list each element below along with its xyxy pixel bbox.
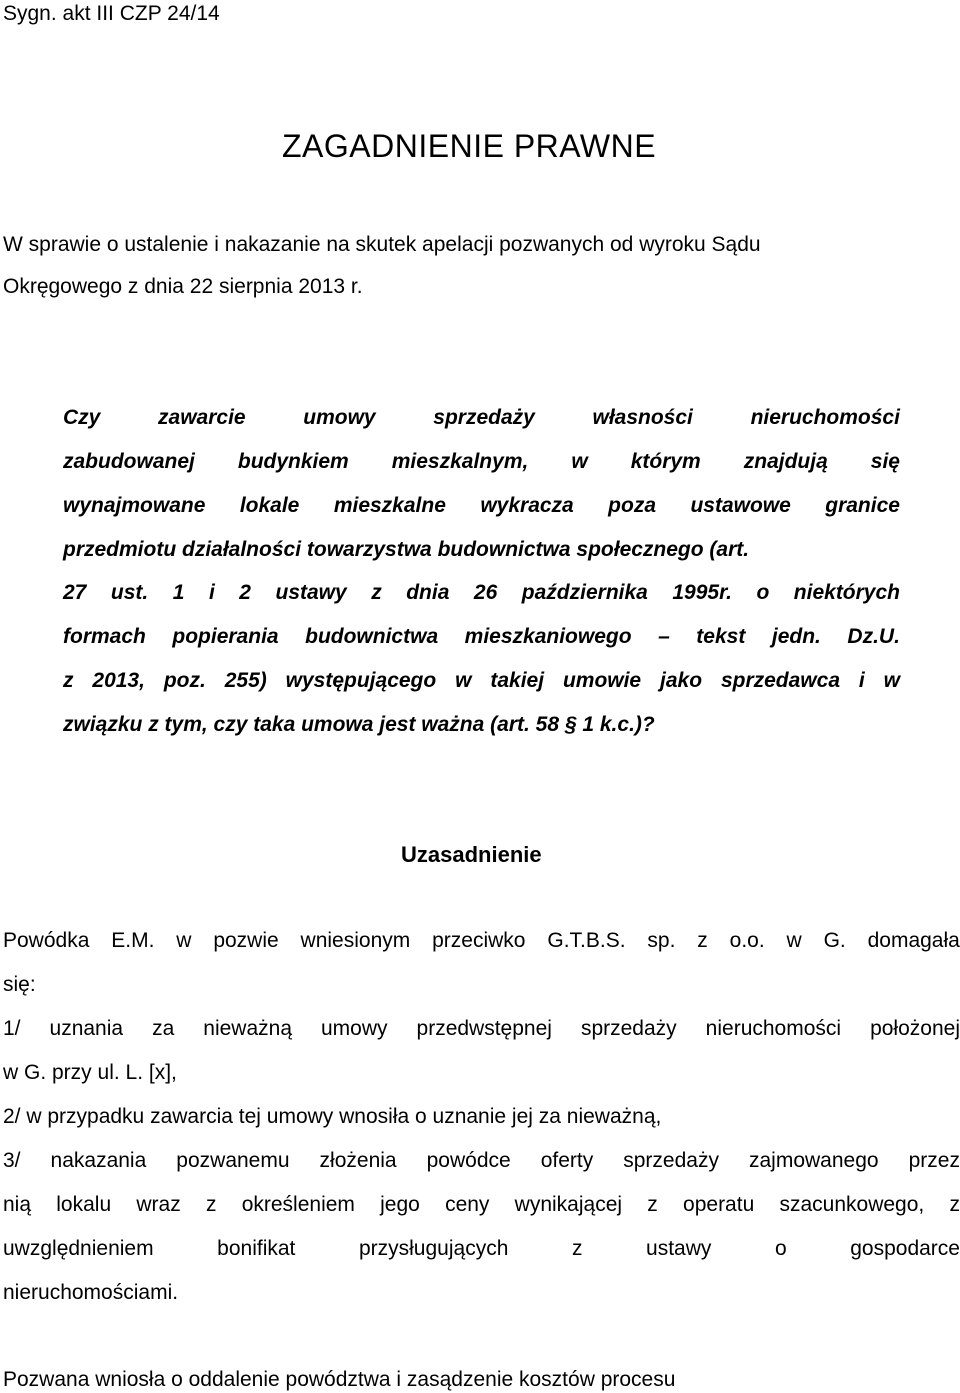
body-word: przysługujących <box>358 1237 509 1260</box>
question-word: sprzedawca <box>720 669 840 692</box>
body-word: domagała <box>867 929 960 952</box>
question-line <box>63 493 900 519</box>
body-word: położonej <box>870 1017 960 1040</box>
question-word: o <box>756 581 770 604</box>
question-line <box>63 405 900 431</box>
question-word: i <box>858 669 865 692</box>
body-word: z <box>571 1237 583 1260</box>
question-word: mieszkalnym, <box>391 450 529 473</box>
body-word: sp. <box>647 929 676 952</box>
case-reference: Sygn. akt III CZP 24/14 <box>3 2 220 25</box>
body-word: ustawy <box>646 1237 712 1260</box>
body-word: z <box>949 1193 960 1216</box>
question-line: przedmiotu działalności towarzystwa budownictwa społecznego (art. <box>63 538 750 561</box>
body-word: G.T.B.S. <box>547 929 626 952</box>
question-word: jedn. <box>771 625 821 648</box>
question-word: popierania <box>172 625 279 648</box>
body-word: 1/ <box>3 1017 21 1040</box>
body-word: ceny <box>445 1193 490 1216</box>
body-word: sprzedaży <box>580 1017 677 1040</box>
question-word: wynajmowane <box>63 494 206 517</box>
document-title: ZAGADNIENIE PRAWNE <box>282 128 657 164</box>
question-word: z <box>371 581 382 604</box>
question-word: w <box>883 669 900 692</box>
question-word: jako <box>660 669 703 692</box>
question-word: budynkiem <box>237 450 349 473</box>
question-word: zawarcie <box>158 406 246 429</box>
body-word: 3/ <box>3 1149 21 1172</box>
body-word: o <box>774 1237 787 1260</box>
body-word: o.o. <box>729 929 765 952</box>
question-word: 255) <box>224 669 267 692</box>
body-word: sprzedaży <box>623 1149 719 1172</box>
body-line: się: <box>3 973 36 996</box>
question-line <box>63 668 900 694</box>
question-word: nieruchomości <box>750 406 900 429</box>
question-word: ust. <box>110 581 149 604</box>
body-word: zajmowanego <box>748 1149 879 1172</box>
question-word: października <box>521 581 648 604</box>
body-word: za <box>152 1017 175 1040</box>
question-word: się <box>870 450 900 473</box>
body-word: z <box>205 1193 217 1216</box>
question-word: 2013, <box>92 669 145 692</box>
body-word: operatu <box>683 1193 755 1216</box>
question-word: 2 <box>239 581 251 604</box>
body-word: w <box>176 929 192 952</box>
body-line <box>3 1192 960 1218</box>
question-word: Dz.U. <box>847 625 900 648</box>
question-word: granice <box>825 494 900 517</box>
body-word: nią <box>3 1193 32 1216</box>
question-word: tekst <box>696 625 746 648</box>
question-word: ustawowe <box>690 494 791 517</box>
question-word: 27 <box>63 581 87 604</box>
body-word: G. <box>823 929 846 952</box>
question-word: sprzedaży <box>433 406 535 429</box>
question-word: poz. <box>163 669 206 692</box>
question-word: 1 <box>172 581 185 604</box>
justification-heading: Uzasadnienie <box>401 842 542 867</box>
body-word: Powódka <box>3 929 90 952</box>
question-word: niektórych <box>793 581 900 604</box>
body-word: określeniem <box>241 1193 355 1216</box>
body-word: uznania <box>49 1017 124 1040</box>
question-word: budownictwa <box>305 625 439 648</box>
body-word: lokalu <box>56 1193 112 1216</box>
body-word: złożenia <box>319 1149 397 1172</box>
body-word: pozwanemu <box>176 1149 290 1172</box>
question-word: dnia <box>406 581 450 604</box>
question-word: w <box>571 450 588 473</box>
question-word: umowie <box>562 669 642 692</box>
question-word: formach <box>63 625 146 648</box>
body-line <box>3 1148 960 1174</box>
body-word: przeciwko <box>432 929 526 952</box>
body-line: Pozwana wniosła o oddalenie powództwa i zasądzenie kosztów procesu <box>3 1368 676 1391</box>
question-word: w <box>455 669 472 692</box>
question-line <box>63 624 900 650</box>
body-word: pozwie <box>213 929 279 952</box>
intro-line: W sprawie o ustalenie i nakazanie na skutek apelacji pozwanych od wyroku Sądu <box>3 233 761 256</box>
body-word: nieruchomości <box>705 1017 842 1040</box>
body-word: oferty <box>540 1149 594 1172</box>
body-line <box>3 928 960 954</box>
question-word: znajdują <box>743 450 828 473</box>
question-word: własności <box>592 406 693 429</box>
body-word: w <box>786 929 802 952</box>
body-word: uwzględnieniem <box>3 1237 154 1260</box>
question-word: zabudowanej <box>63 450 195 473</box>
body-word: nieważną <box>203 1017 292 1040</box>
body-line <box>3 1236 960 1262</box>
body-word: z <box>647 1193 658 1216</box>
question-word: wykracza <box>480 494 574 517</box>
question-word: ustawy <box>275 581 347 604</box>
body-word: nakazania <box>50 1149 147 1172</box>
question-line: związku z tym, czy taka umowa jest ważna (art. 58 § 1 k.c.)? <box>63 713 655 736</box>
body-word: powódce <box>426 1149 511 1172</box>
body-word: bonifikat <box>217 1237 296 1260</box>
question-word: i <box>208 581 215 604</box>
question-word: z <box>63 669 74 692</box>
question-word: 1995r. <box>672 581 732 604</box>
body-word: jego <box>380 1193 420 1216</box>
question-word: – <box>658 625 670 648</box>
question-line <box>63 580 900 606</box>
body-line <box>3 1016 960 1042</box>
body-word: gospodarce <box>850 1237 960 1260</box>
body-word: E.M. <box>111 929 155 952</box>
question-word: takiej <box>490 669 545 692</box>
body-word: przez <box>908 1149 960 1172</box>
body-line: 2/ w przypadku zawarcia tej umowy wnosiła o uznanie jej za nieważną, <box>3 1105 662 1128</box>
question-word: umowy <box>303 406 376 429</box>
body-line: nieruchomościami. <box>3 1281 179 1304</box>
body-word: umowy <box>321 1017 388 1040</box>
body-word: z <box>697 929 708 952</box>
question-word: lokale <box>239 494 300 517</box>
question-word: poza <box>608 494 657 517</box>
question-word: mieszkaniowego <box>464 625 632 648</box>
question-word: Czy <box>63 406 101 429</box>
body-word: wynikającej <box>514 1193 623 1216</box>
intro-line: Okręgowego z dnia 22 sierpnia 2013 r. <box>3 275 363 298</box>
body-word: szacunkowego, <box>779 1193 925 1216</box>
body-word: przedwstępnej <box>416 1017 552 1040</box>
question-word: którym <box>630 450 701 473</box>
body-word: wniesionym <box>300 929 411 952</box>
body-word: wraz <box>136 1193 181 1216</box>
question-word: 26 <box>473 581 498 604</box>
body-line: w G. przy ul. L. [x], <box>3 1061 177 1084</box>
question-word: mieszkalne <box>333 494 446 517</box>
question-line <box>63 449 900 475</box>
question-word: występującego <box>285 669 437 692</box>
